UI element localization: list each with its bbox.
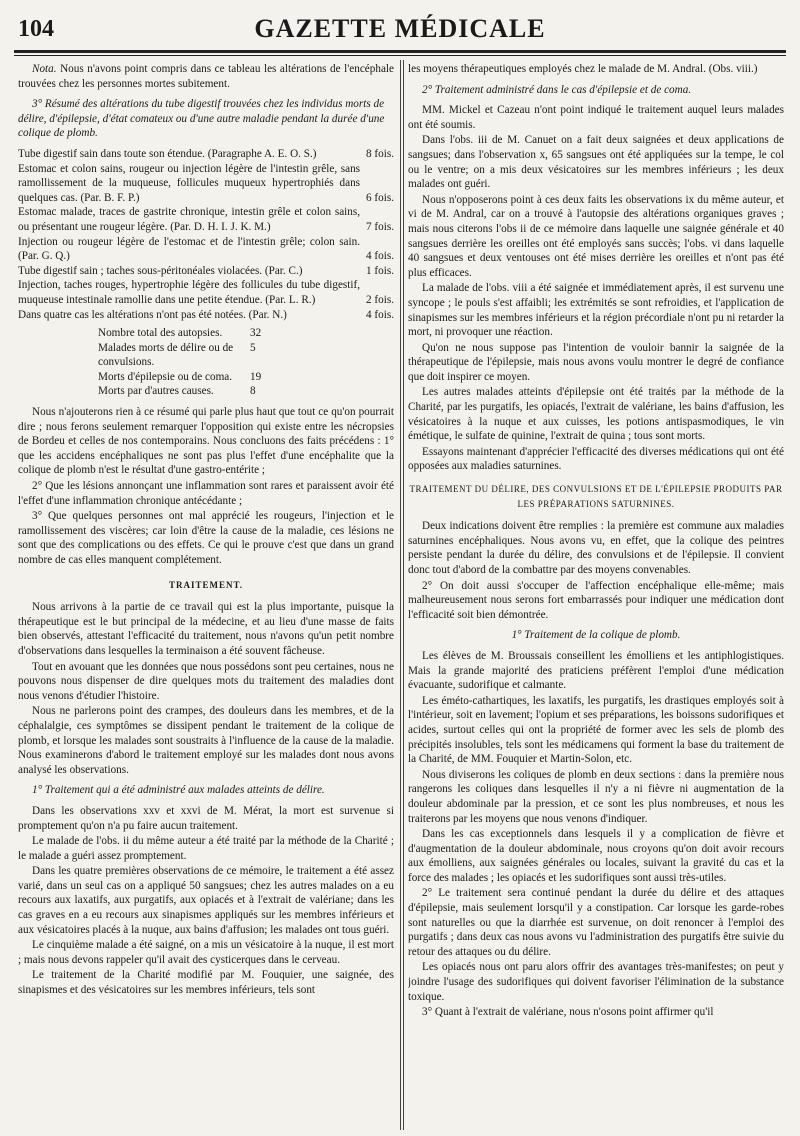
table-row xyxy=(18,308,394,323)
table-row xyxy=(18,162,394,206)
column-divider xyxy=(400,60,401,1130)
stats-value: 19 xyxy=(250,370,262,383)
left-column xyxy=(18,62,394,1130)
stats-row xyxy=(18,384,394,399)
stats-label: Malades morts de délire ou de convulsions. xyxy=(98,341,234,369)
table-row xyxy=(18,235,394,264)
row-count: 7 fois. xyxy=(366,220,394,233)
row-count: 4 fois. xyxy=(366,308,394,321)
body-paragraph: Les opiacés nous ont paru alors offrir des avantages très-manifestes; on peut y joindre l'usage des sudorifiques qui doivent favoriser l'élimination de la substance toxique. xyxy=(408,961,784,1003)
lesion-table xyxy=(18,147,394,322)
stats-label: Morts d'épilepsie ou de coma. xyxy=(98,370,233,383)
body-paragraph: 2° On doit aussi s'occuper de l'affection encéphalique elle-même; mais malheureusement nous serons fort embarrassés pour indiquer une médication dont l'efficacité soit bien démontrée. xyxy=(408,579,784,621)
row-count: 1 fois. xyxy=(366,264,394,277)
nota-text: Nous n'avons point compris dans ce tableau les altérations de l'encéphale trouvées chez les personnes mortes subitement. xyxy=(18,63,394,90)
stats-label: Nombre total des autopsies. xyxy=(98,327,223,340)
body-paragraph: Les éméto-cathartiques, les laxatifs, les purgatifs, les drastiques employés soit à l'intérieur, soit en lavement; l'opium et ses préparations, les boissons sudorifiques et acides, surtout celles qui ont la propriété de former avec les sels de plomb des précipités insolubles, tels sont les médicamens qui forment la base du traitement de la Charité, de MM. Fouquier et Martin-Solon, etc. xyxy=(408,694,784,766)
stats-row xyxy=(18,341,394,370)
body-paragraph: Nous arrivons à la partie de ce travail qui est la plus importante, puisque la thérapeutique est le but principal de la médecine, et au lieu d'une masse de faits bien observés, attestant l'efficacité du traitement, nous n'avons qu'un petit nombre d'observations dans lesquelles la terminaison a été souvent fâcheuse. xyxy=(18,601,394,657)
body-paragraph: Le malade de l'obs. ii du même auteur a été traité par la méthode de la Charité ; le malade a guéri assez promptement. xyxy=(18,835,394,862)
journal-title: GAZETTE MÉDICALE xyxy=(254,14,546,43)
traitement-heading: TRAITEMENT. xyxy=(168,579,244,590)
subsection-title-epilepsie: 2° Traitement administré dans le cas d'épilepsie et de coma. xyxy=(422,83,692,96)
stats-value: 8 xyxy=(250,385,256,398)
body-paragraph: 2° Le traitement sera continué pendant la durée du délire et des attaques d'épilepsie, mais seulement lorsqu'il y a constipation. Car lorsque les garde-robes sont naturelles ou que la diarrhée est survenue, on doit renoncer à l'emploi des purgatifs ; dans deux cas nous avons vu l'administration des purgatifs être suivie du retour des attaques ou du délire. xyxy=(408,887,784,958)
body-paragraph: Nous n'opposerons point à ces deux faits les observations ix du même auteur, et vi de M. Andral, car on a trouvé à l'autopsie des altérations organiques graves ; mais nous citerons l'obs ii de ce mémoire dans laquelle une saignée générale et 40 sangsues derrière les oreilles ont été employés sans succès; l'obs. vi dans laquelle 40 sangsues et deux ventouses ont été mises derrière les oreilles et n'ont pas été plus efficaces. xyxy=(408,193,784,279)
stats-value: 32 xyxy=(250,327,262,340)
body-paragraph: Deux indications doivent être remplies : la première est commune aux maladies saturnines encéphaliques. Nous avons vu, en effet, que la colique des peintres persiste pendant la durée du délire, des convulsions et de l'épilepsie. Il convient donc tout d'abord de la combattre par des moyens convenables. xyxy=(408,520,784,576)
table-row xyxy=(18,147,394,162)
stats-row xyxy=(18,370,394,385)
body-paragraph: Dans les cas exceptionnels dans lesquels il y a complication de fièvre et d'augmentation de la douleur abdominale, nous croyons qu'on doit avoir recours aux émolliens, aux saignées générales ou locales, suivant la gravité du cas et la force des malades ; les opiacés et les sudorifiques sont aussi très-utiles. xyxy=(408,828,784,884)
row-count: 6 fois. xyxy=(366,191,394,204)
page-number: 104 xyxy=(18,16,54,42)
row-text: Dans quatre cas les altérations n'ont pas été notées. (Par. N.) xyxy=(18,308,287,321)
row-text: Tube digestif sain dans toute son étendue. (Paragraphe A. E. O. S.) xyxy=(18,147,317,160)
section3-title: 3° Résumé des altérations du tube digestif trouvées chez les individus morts de délire, d'épilepsie, d'état comateux ou d'une autre maladie pendant la durée d'une colique de plomb. xyxy=(18,98,385,140)
row-count: 2 fois. xyxy=(366,293,394,306)
body-paragraph: La malade de l'obs. viii a été saignée et immédiatement après, il est survenu une syncope ; le pouls s'est affaibli; les extrémités se sont refroidies, et l'application de sinapismes sur les membres inférieurs et la région précordiale n'ont pu ni retarder la mort, ni provoquer une réaction. xyxy=(408,282,784,339)
right-column xyxy=(408,62,784,1130)
body-paragraph: Le cinquième malade a été saigné, on a mis un vésicatoire à la nuque, il est mort ; mais nous devons rappeler qu'il avait des cysticerques dans le cerveau. xyxy=(18,939,394,966)
body-paragraph: 3° Que quelques personnes ont mal apprécié les rougeurs, l'injection et le ramollissement des viscères; car loin d'être la cause de la maladie, ces lésions ne sont que des complications ou des effets. Ce qui le prouve c'est que dans un grand nombre de cas elles manquent complétement. xyxy=(18,510,394,566)
row-count: 8 fois. xyxy=(366,147,394,160)
body-paragraph: Nous n'ajouterons rien à ce résumé qui parle plus haut que tout ce qu'on pourrait dire ; nous ferons seulement remarquer l'opposition qui existe entre les nécropsies de Bordeu et celles de nos contemporains. Nous concluons des faits précédens : 1° que les accidens encéphaliques ne sont pas plus l'effet d'une encéphalite que la colique de plomb n'est le résultat d'une gastro-entérite ; xyxy=(18,406,394,477)
body-paragraph: MM. Mickel et Cazeau n'ont point indiqué le traitement auquel leurs malades ont été soumis. xyxy=(408,104,784,131)
body-paragraph: Essayons maintenant d'apprécier l'efficacité des diverses médications qui ont été opposées aux maladies saturnines. xyxy=(408,445,784,473)
nota-paragraph xyxy=(18,62,394,91)
body-paragraph: les moyens thérapeutiques employés chez le malade de M. Andral. (Obs. viii.) xyxy=(408,63,758,75)
stats-value: 5 xyxy=(250,341,256,354)
body-paragraph: 3° Quant à l'extrait de valériane, nous n'osons point affirmer qu'il xyxy=(422,1006,714,1019)
autopsy-stats xyxy=(18,326,394,399)
row-text: Injection, taches rouges, hypertrophie légère des follicules du tube digestif, muqueuse intestinale ramollie dans une petite étendue. (Par. L. R.) xyxy=(18,279,361,306)
subsection-title-colique: 1° Traitement de la colique de plomb. xyxy=(511,629,681,642)
row-text: Estomac et colon sains, rougeur ou injection légère de l'intestin grêle, sans ramollissement de la muqueuse, follicules muqueux hypertrophiés dans quelques cas. (Par. B. F. P.) xyxy=(18,162,361,204)
body-paragraph: Nous diviserons les coliques de plomb en deux sections : dans la première nous rangerons les coliques dans lesquelles il n'y a ni fièvre ni augmentation de la douleur abdominale par la pression, et ce sont les plus nombreuses, et nous les traiterons par les moyens que nous venons d'indiquer. xyxy=(408,768,784,825)
header-rule-thin xyxy=(14,55,786,56)
body-paragraph: Dans les observations xxv et xxvi de M. Mérat, la mort est survenue si promptement qu'on n'a pu faire aucun traitement. xyxy=(18,804,394,832)
body-paragraph: Les élèves de M. Broussais conseillent les émolliens et les antiphlogistiques. Mais la grande majorité des praticiens préfèrent l'emploi d'une médication évacuante, sudorifique et calmante. xyxy=(408,649,784,692)
page-header xyxy=(14,14,786,48)
header-rule-thick xyxy=(14,50,786,53)
body-paragraph: 2° Que les lésions annonçant une inflammation sont rares et paraissent avoir été l'effet d'une inflammation chronique antécédante ; xyxy=(18,480,394,507)
stats-row xyxy=(18,326,394,341)
section-heading-saturnine: TRAITEMENT DU DÉLIRE, DES CONVULSIONS ET DE L'ÉPILEPSIE PRODUITS PAR LES PRÉPARATIONS SATURNINES. xyxy=(409,484,783,509)
subsection-title-delire: 1° Traitement qui a été administré aux malades atteints de délire. xyxy=(32,784,325,797)
row-text: Estomac malade, traces de gastrite chronique, intestin grêle et colon sains, ou présentant une rougeur légère. (Par. D. H. I. J. K. M.) xyxy=(18,206,361,233)
row-count: 4 fois. xyxy=(366,250,394,263)
body-paragraph: Dans les quatre premières observations de ce mémoire, le traitement a été assez varié, dans un seul cas on a appliqué 50 sangsues; chez les autres malades on a eu recours aux laxatifs, aux purgatifs, aux opiacés et à l'extrait de valériane; dans les cas graves en a eu recours aux sinapismes appliqués sur les membres inférieurs et aux vésicatoires placés à la nuque, aux bains d'affusion; les malades ont tous guéri. xyxy=(18,865,394,936)
body-paragraph: Le traitement de la Charité modifié par M. Fouquier, une saignée, des sinapismes et des vésicatoires sur les membres inférieurs, tels sont xyxy=(18,969,394,997)
body-paragraph: Nous ne parlerons point des crampes, des douleurs dans les membres, et de la céphalalgie, ces symptômes se dissipent pendant le traitement de la colique de plomb, et lorsque les malades sont soustraits à l'influence de la cause de la maladie. Nous examinerons d'abord le traitement employé sur les malades dont nous avons analysé les observations. xyxy=(18,705,394,776)
stats-label: Morts par d'autres causes. xyxy=(98,385,214,398)
body-paragraph: Tout en avouant que les données que nous possédons sont peu certaines, nous ne pouvons nous dispenser de dire quelques mots du traitement des maladies dont nous venons d'étudier l'histoire. xyxy=(18,660,394,702)
body-paragraph: Dans l'obs. iii de M. Canuet on a fait deux saignées et deux applications de sangsues; dans l'observation x, 65 sangsues ont été appliquées sur la tempe, le col ou le ventre; on a mis deux vésicatoires sur les membres inférieurs ; les deux malades ont guéri. xyxy=(408,134,784,191)
row-text: Injection ou rougeur légère de l'estomac et de l'intestin grêle; colon sain. (Par. G. Q.) xyxy=(18,235,361,263)
column-divider-second xyxy=(403,60,404,1130)
table-row xyxy=(18,205,394,234)
nota-label: Nota. xyxy=(32,63,57,75)
table-row xyxy=(18,264,394,279)
table-row xyxy=(18,278,394,307)
row-text: Tube digestif sain ; taches sous-péritonéales violacées. (Par. C.) xyxy=(18,264,303,277)
body-paragraph: Qu'on ne nous suppose pas l'intention de vouloir bannir la saignée de la thérapeutique de l'épilepsie, mais nous avons voulu montrer le degré de confiance que doit inspirer ce moyen. xyxy=(408,341,784,383)
body-paragraph: Les autres malades atteints d'épilepsie ont été traités par la méthode de la Charité, par les purgatifs, les opiacés, l'extrait de valériane, les bains d'affusion, les vésicatoires à la nuque et aux cuisses, les potions antispasmodiques, le vin émétique, le sulfate de quinine, l'extrait de quina ; tous sont morts. xyxy=(408,386,784,443)
